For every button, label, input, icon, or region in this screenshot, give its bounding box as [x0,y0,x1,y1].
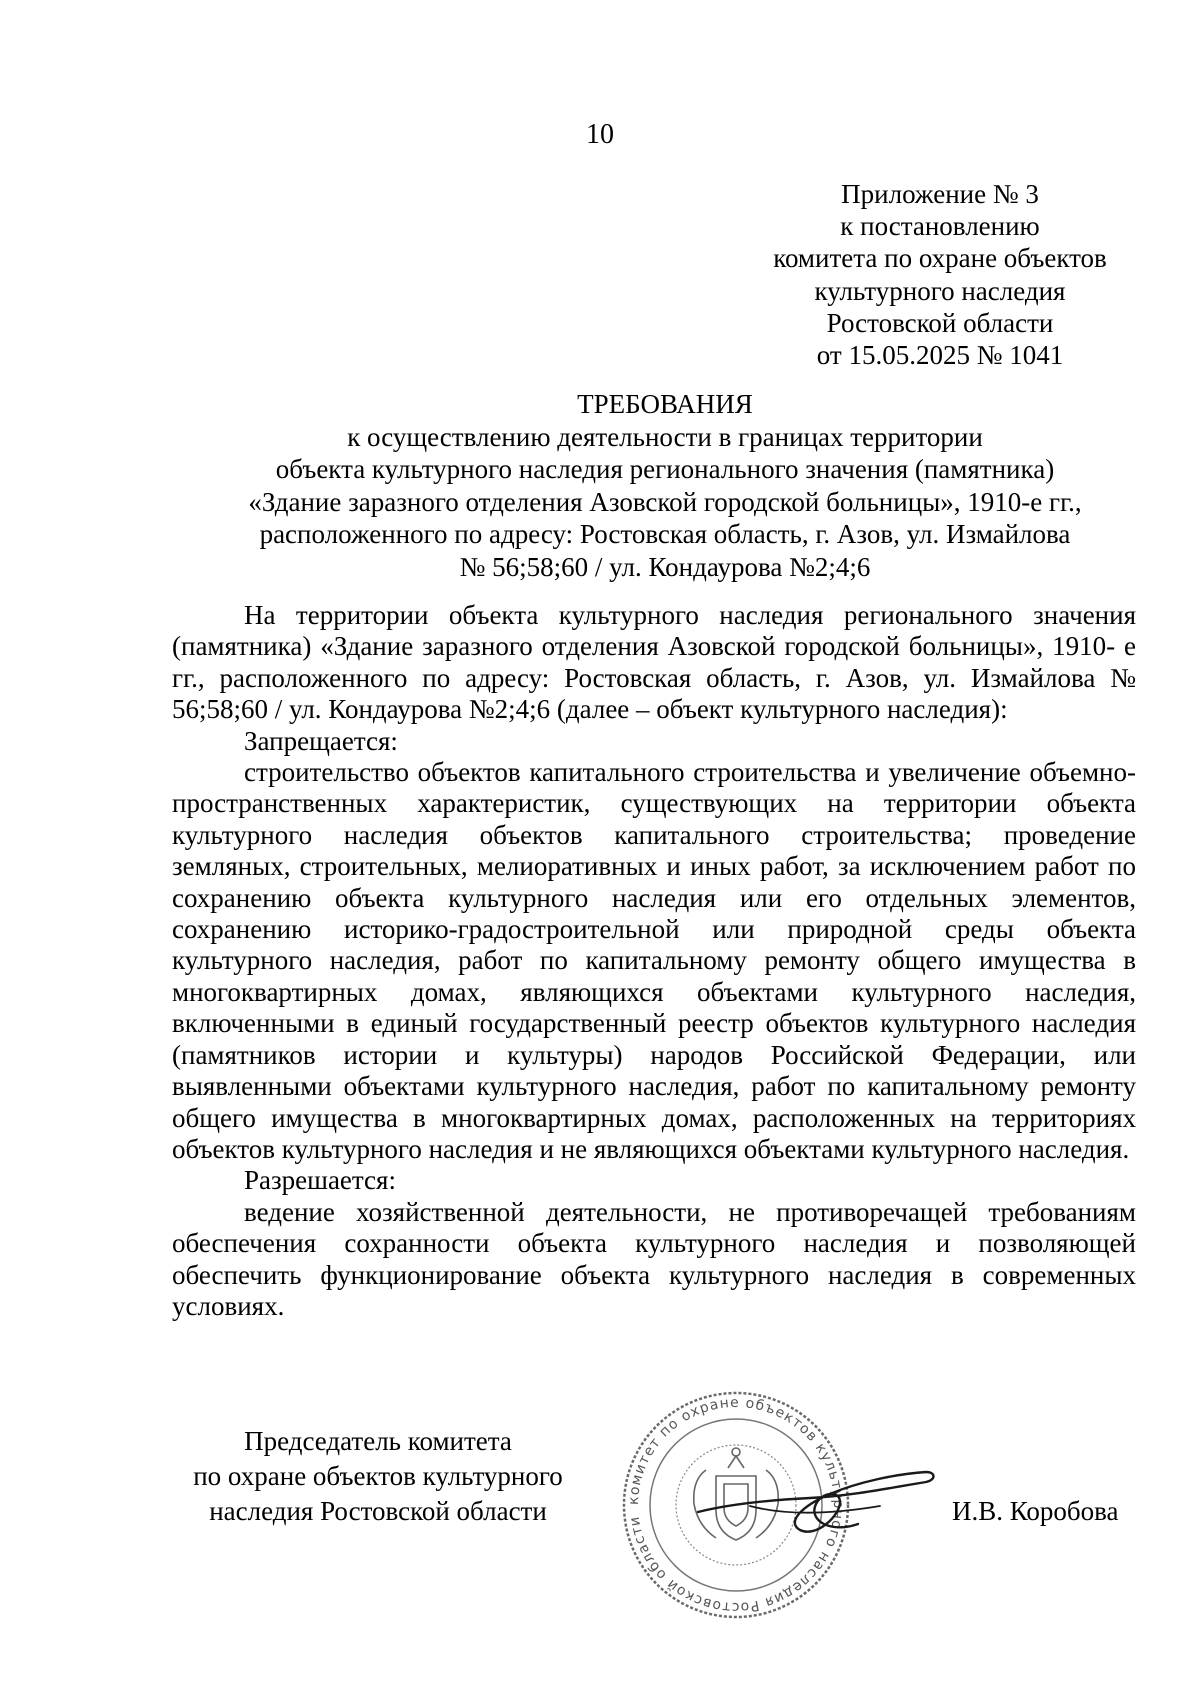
body-paragraph: ведение хозяйственной деятельности, не противоречащей требованиям обеспечения сохранности объекта культурного наследия и позволяющей обеспечить функционирование объекта культурного наследия в современных условиях. [172,1196,1136,1321]
body-paragraph: строительство объектов капитального строительства и увеличение объемно-пространственных характеристик, существующих на территории объекта культурного наследия объектов капитального строительства; проведение земляных, строительных, мелиоративных и иных работ, за исключением работ по сохранению объекта культурного наследия или его отдельных элементов, сохранению историко-градостроительной или природной среды объекта культурного наследия, работ по капитальному ремонту общего имущества в многоквартирных домах, являющихся объектами культурного наследия, включенными в единый государственный реестр объектов культурного наследия (памятников истории и культуры) народов Российской Федерации, или выявленными объектами культурного наследия, работ по капитальному ремонту общего имущества в многоквартирных домах, расположенных на территориях объектов культурного наследия и не являющихся объектами культурного наследия. [172,757,1136,1164]
annex-line: Приложение № 3 [841,179,1039,209]
document-title [170,388,1160,583]
body-paragraph: Разрешается: [244,1165,396,1196]
title-heading: ТРЕБОВАНИЯ [577,389,753,419]
body-paragraph: Запрещается: [244,725,398,756]
annex-line: культурного наследия [814,275,1066,306]
title-line: расположенного по адресу: Ростовская область, г. Азов, ул. Измайлова [259,519,1071,549]
annex-line: комитета по охране объектов [773,243,1107,274]
page-number: 10 [586,119,614,150]
title-line: объекта культурного наследия регионального значения (памятника) [275,454,1055,484]
title-line: к осуществлению деятельности в границах территории [347,421,983,452]
signatory-name: И.В. Коробова [952,1496,1119,1526]
annex-line: к постановлению [840,211,1040,242]
signatory-title-line: Председатель комитета [244,1426,512,1456]
signatory-title-line: по охране объектов культурного [193,1461,563,1491]
annex-line: Ростовской области [826,307,1054,338]
signatory-title [168,1424,588,1529]
handwritten-signature [690,1442,940,1552]
annex-line: от 15.05.2025 № 1041 [816,340,1064,371]
document-body [172,600,1136,1322]
title-line: № 56;58;60 / ул. Кондаурова №2;4;6 [459,551,871,582]
annex-block [742,178,1138,371]
signatory-title-line: наследия Ростовской области [209,1496,547,1526]
body-paragraph: На территории объекта культурного наследия регионального значения (памятника) «Здание заразного отделения Азовской городской больницы», 1910- е гг., расположенного по адресу: Ростовская область, г. Азов, ул. Измайлова № 56;58;60 / ул. Кондаурова №2;4;6 (далее – объект культурного наследия): [172,600,1136,725]
title-line: «Здание заразного отделения Азовской городской больницы», 1910-е гг., [248,486,1082,517]
seal-text: комитет по охране объектов культурного наследия Ростовской области [625,1394,847,1616]
